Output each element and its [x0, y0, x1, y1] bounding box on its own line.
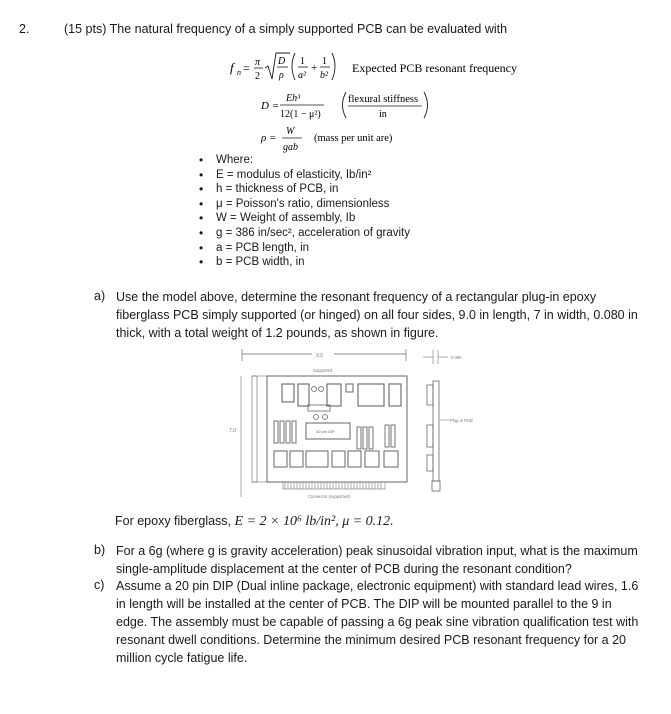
- where-item: • b = PCB width, in: [198, 255, 410, 270]
- plus-sign: +: [311, 62, 318, 74]
- fn-symbol: f: [230, 60, 234, 75]
- edge-connector: [283, 482, 385, 489]
- flex-label-top: flexural stiffness: [348, 94, 419, 105]
- b-squared: b²: [320, 70, 328, 81]
- connector-pins: [285, 482, 381, 489]
- rho-denominator: ρ: [279, 70, 284, 81]
- rho-numerator: W: [286, 126, 295, 137]
- D-formula-numerator: Eh³: [286, 93, 301, 104]
- pi-symbol: π: [255, 57, 261, 68]
- flex-left-paren: [343, 92, 347, 118]
- D-lhs: D =: [261, 100, 280, 112]
- rho-description: (mass per unit are): [314, 133, 393, 144]
- supported-text: Supported: [313, 368, 333, 373]
- connector-text: Connector (supported): [308, 494, 350, 499]
- flex-label-bottom: in: [379, 109, 387, 120]
- part-c-label: c): [94, 578, 105, 592]
- fn-subscript: n: [237, 68, 241, 77]
- D-numerator: D: [278, 56, 286, 67]
- epoxy-prefix: For epoxy fiberglass,: [115, 514, 232, 528]
- part-b-text: For a 6g (where g is gravity acceleration) peak sinusoidal vibration input, what is the maximum single-amplitude displacement at the center of PCB during the resonant condition?: [116, 544, 638, 576]
- length-dim-text: 9.0: [316, 353, 323, 359]
- side-view-board: [433, 381, 439, 481]
- where-item: • a = PCB length, in: [198, 241, 410, 256]
- width-dim-text: 7.0: [229, 428, 236, 434]
- part-c-text: Assume a 20 pin DIP (Dual inline package, electronic equipment) with standard lead wires, 1.6 in length will be installed at the center of PCB. The DIP will be mounted parallel to the 9 in edge. The assembly must be capable of passing a 6g peak sine vibration qualification test with resonant dwell conditions. Determine the minimum desired PCB resonant frequency for a 20 million cycle fatigue life.: [116, 579, 639, 665]
- side-view-component: [427, 455, 433, 471]
- right-paren: [332, 53, 335, 80]
- one-b: 1: [322, 56, 327, 67]
- epoxy-properties: [115, 514, 394, 530]
- question-number: 2.: [19, 22, 30, 36]
- epoxy-values: E = 2 × 10⁶ lb/in², μ = 0.12.: [234, 514, 394, 529]
- where-item: • μ = Poisson's ratio, dimensionless: [198, 197, 410, 212]
- formula-block: [228, 48, 528, 158]
- where-item: • E = modulus of elasticity, Ib/in²: [198, 168, 410, 183]
- rho-lhs: ρ =: [261, 132, 277, 144]
- pcb-board-outline: [267, 376, 407, 482]
- where-item: • g = 386 in/sec², acceleration of gravity: [198, 226, 410, 241]
- question-title: (15 pts) The natural frequency of a simply supported PCB can be evaluated with: [64, 22, 508, 36]
- rho-den: gab: [283, 142, 298, 153]
- left-edge-support: [252, 376, 257, 482]
- a-squared: a²: [298, 70, 306, 81]
- flex-right-paren: [424, 92, 428, 118]
- two-denominator: 2: [255, 71, 260, 82]
- where-item: • h = thickness of PCB, in: [198, 182, 410, 197]
- side-view-component: [427, 385, 433, 405]
- where-label: • Where:: [198, 153, 410, 168]
- pcb-figure: [228, 347, 508, 507]
- part-b-label: b): [94, 543, 106, 557]
- where-item: • W = Weight of assembly, Ib: [198, 211, 410, 226]
- D-formula-denominator: 12(1 − μ²): [280, 109, 321, 120]
- side-view-connector: [432, 481, 440, 491]
- thickness-text: 0.080: [451, 355, 462, 360]
- part-a-label: a): [94, 289, 106, 303]
- dip-label: 40 pin DIP: [316, 429, 335, 434]
- part-a-text: Use the model above, determine the resonant frequency of a rectangular plug-in epoxy fiberglass PCB simply supported (or hinged) on all four sides, 9.0 in length, 7 in width, 0.080 in thick, with a total weight of 1.2 pounds, as shown in figure.: [116, 290, 638, 340]
- formula-svg: [228, 48, 528, 160]
- where-list: [198, 153, 410, 270]
- one-a: 1: [300, 56, 305, 67]
- plugin-text: Plug-in PCB: [450, 418, 473, 423]
- fn-equals: =: [243, 61, 250, 75]
- side-view-component: [427, 425, 433, 447]
- left-paren: [292, 53, 295, 80]
- fn-description: Expected PCB resonant frequency: [352, 61, 517, 75]
